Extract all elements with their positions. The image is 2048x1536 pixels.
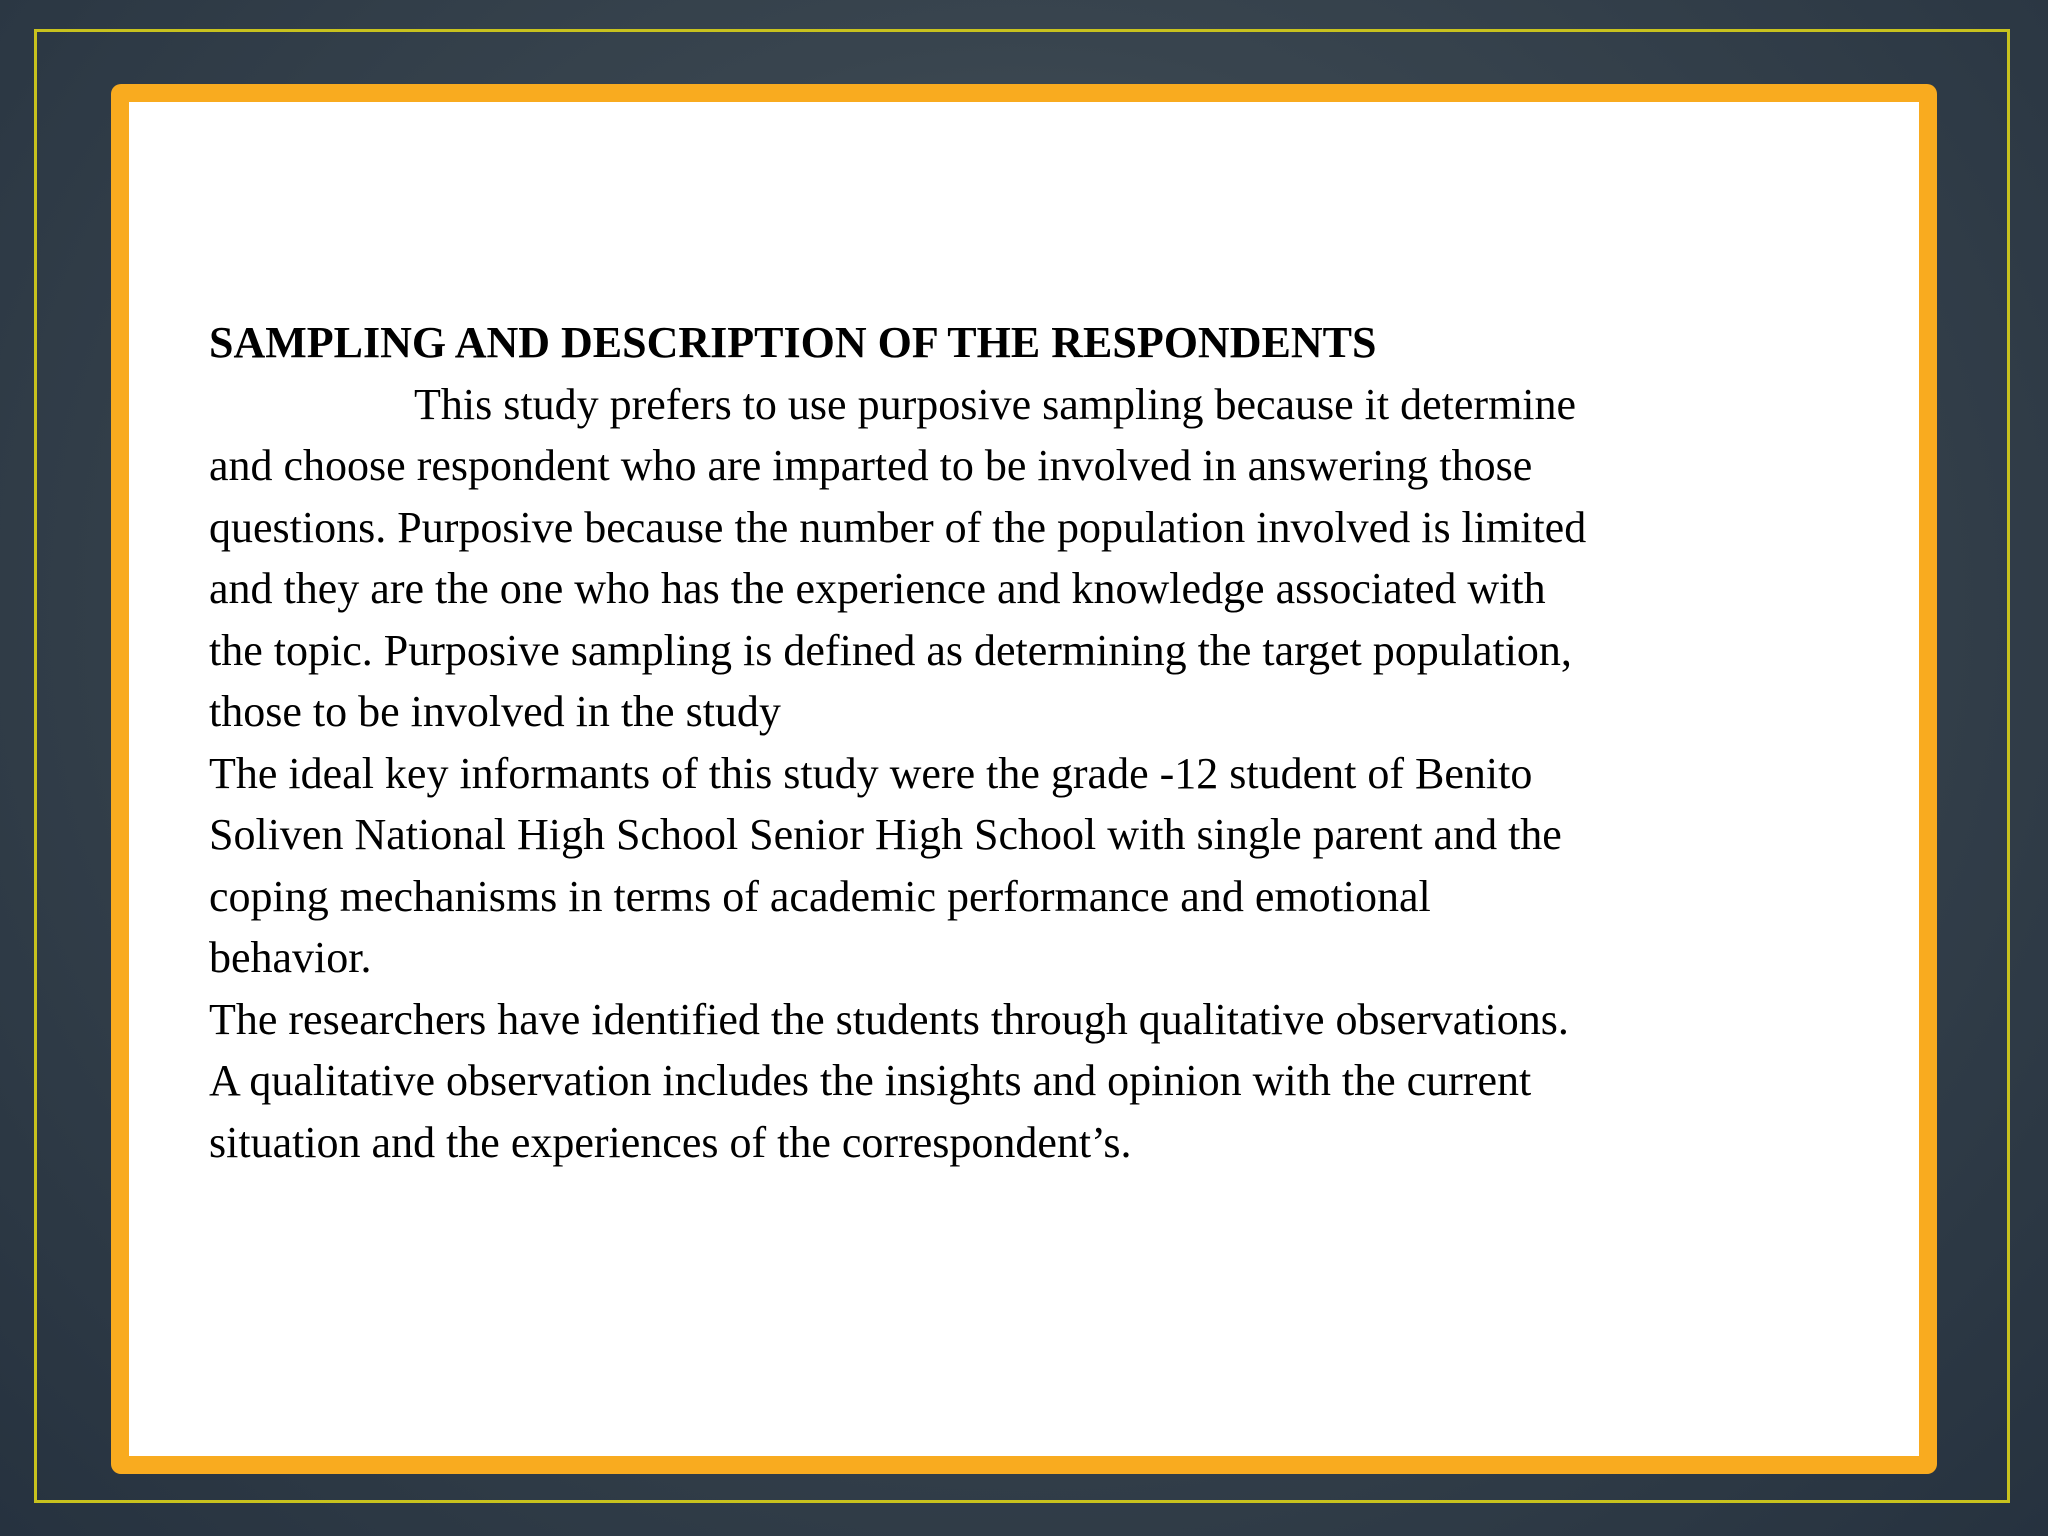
- text-line: and they are the one who has the experience and knowledge associated with: [209, 564, 1546, 613]
- paragraph-qualitative-observation: [209, 989, 1849, 1174]
- slide-heading: SAMPLING AND DESCRIPTION OF THE RESPONDENTS: [209, 318, 1377, 367]
- slide-text-block: [209, 312, 1849, 1173]
- text-line: A qualitative observation includes the insights and opinion with the current: [209, 1056, 1532, 1105]
- text-line: those to be involved in the study: [209, 687, 781, 736]
- text-line: the topic. Purposive sampling is defined as determining the target population,: [209, 625, 1572, 675]
- text-line: coping mechanisms in terms of academic performance and emotional: [209, 871, 1431, 921]
- text-line: Soliven National High School Senior High School with single parent and the: [209, 810, 1562, 859]
- text-line: This study prefers to use purposive sampling because it determine: [414, 379, 1577, 429]
- paragraph-key-informants: [209, 743, 1849, 989]
- text-line: The researchers have identified the students through qualitative observations.: [209, 994, 1569, 1044]
- text-line: situation and the experiences of the correspondent’s.: [209, 1117, 1132, 1167]
- text-line: questions. Purposive because the number of the population involved is limited: [209, 502, 1587, 552]
- paragraph-purposive-sampling: [209, 374, 1849, 743]
- text-line: The ideal key informants of this study were the grade -12 student of Benito: [209, 748, 1533, 798]
- text-line: behavior.: [209, 933, 372, 982]
- text-line: and choose respondent who are imparted to be involved in answering those: [209, 441, 1533, 490]
